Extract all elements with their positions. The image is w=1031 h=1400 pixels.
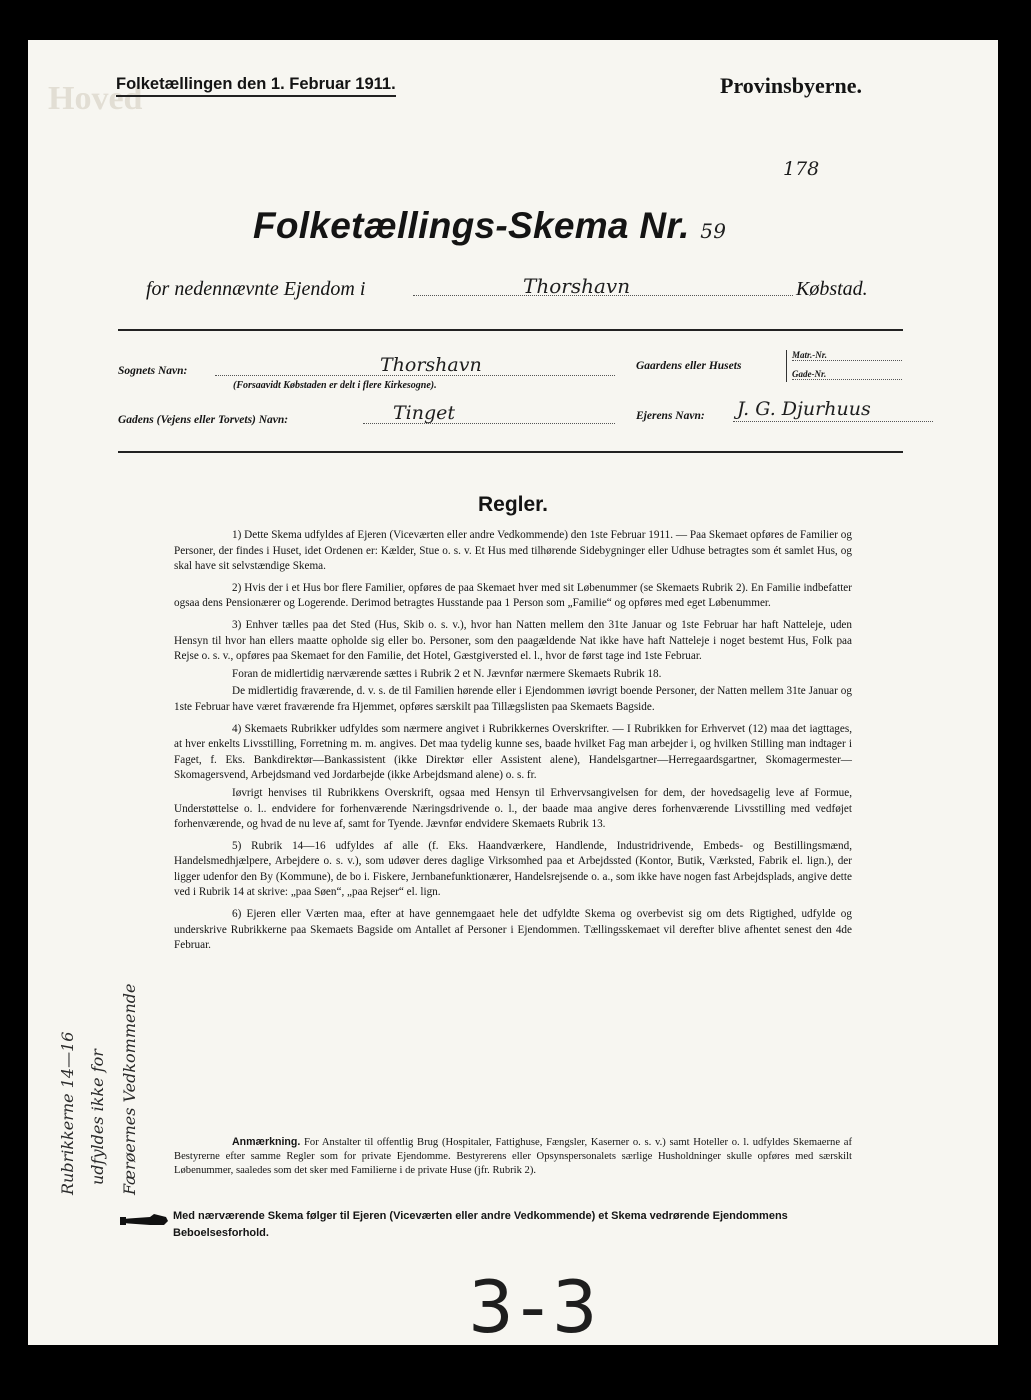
- census-date-header: Folketællingen den 1. Februar 1911.: [116, 75, 396, 97]
- street-value: Tinget: [363, 402, 615, 424]
- rules-heading: Regler.: [477, 493, 549, 516]
- parish-label: Sognets Navn:: [118, 365, 188, 377]
- street-label: Gadens (Vejens eller Torvets) Navn:: [118, 414, 289, 426]
- property-suffix: Købstad.: [796, 278, 868, 300]
- handwritten-count: 3-3: [468, 1265, 604, 1349]
- remark: [174, 1135, 852, 1179]
- town-field: Thorshavn: [413, 274, 793, 296]
- region-header: Provinsbyerne.: [720, 73, 862, 98]
- pointing-hand-icon: [120, 1211, 170, 1235]
- rule-paragraph: 2) Hvis der i et Hus bor flere Familier, opføres de paa Skemaet hver med sit Løbenummer (se Skemaets Rubrik 2). En Familie indbefatter ogsaa dens Pensionærer og Logerende. Derimod betragtes Husstande paa 1 Person som „Familie“ og opføres med eget Løbenummer.: [174, 581, 852, 610]
- margin-note-line-2: udfyldes ikke for: [88, 1049, 107, 1185]
- form-title-text: Folketællings-Skema Nr.: [253, 205, 690, 246]
- footer-text: Med nærværende Skema følger til Ejeren (Viceværten eller andre Vedkommende) et Skema vedrørende Ejendommens Beboelsesforhold.: [173, 1210, 788, 1239]
- form-number: 59: [700, 219, 727, 243]
- owner-value: J. G. Djurhuus: [733, 398, 933, 422]
- rule-paragraph: 6) Ejeren eller Værten maa, efter at have gennemgaaet hele det udfyldte Skema og overbevist sig om dets Rigtighed, udfylde og underskrive Rubrikkerne paa Skemaets Bagside om Antallet af Personer i Ejendommen. Tællingsskemaet vil derefter blive afhentet senest den 4de Februar.: [174, 908, 852, 952]
- margin-note-line-1: Rubrikkerne 14—16: [58, 1031, 77, 1195]
- rule-paragraph: 3) Enhver tælles paa det Sted (Hus, Skib o. s. v.), hvor han Natten mellem den 31te Januar og 1ste Februar har haft Natteleje, uden Hensyn til hvor han ellers maatte opholde sig eller bo. Personer, som den paagældende Nat ikke have haft Natteleje i noget bestemt Hus, Folk paa Rejse o. s. v., opføres paa Skemaet for den Familie, det Hotel, Gæstgiversted el. l., hvor de først tage ind 1ste Februar.: [174, 618, 852, 663]
- bleed-through-text: Hoved: [48, 80, 143, 117]
- form-title: [253, 205, 726, 247]
- rule-paragraph: 1) Dette Skema udfyldes af Ejeren (Viceværten eller andre Vedkommende) den 1ste Februar 1911. — Paa Skemaet opføres de Familier og Personer, der findes i Huset, idet Ordenen er: Kælder, Stue o. s. v. Et Hus med tilhørende Sidebygninger eller Udhuse betragtes som ét samlet Hus, og skal have sit selvstændige Skema.: [174, 529, 852, 573]
- rule-paragraph: Foran de midlertidig nærværende sættes i Rubrik 2 et N. Jævnfør nærmere Skemaets Rubrik 18.: [232, 667, 662, 680]
- gade-nr-label: Gade-Nr.: [792, 369, 902, 380]
- parish-value: Thorshavn: [215, 354, 615, 376]
- brace-mark: [786, 350, 789, 382]
- house-label: Gaardens eller Husets: [636, 360, 742, 372]
- rules-text: [174, 528, 852, 960]
- property-prefix: for nedennævnte Ejendom i: [146, 278, 366, 300]
- property-line: [146, 274, 906, 301]
- remark-label: Anmærkning.: [232, 1136, 301, 1148]
- owner-label: Ejerens Navn:: [636, 410, 705, 422]
- top-rule: [118, 329, 903, 331]
- matr-nr-label: Matr.-Nr.: [792, 350, 902, 361]
- rule-paragraph: 5) Rubrik 14—16 udfyldes af alle (f. Eks. Haandværkere, Handlende, Industridrivende, Embeds- og Bestillingsmænd, Handelsmedhjælpere, Arbejdere o. s. v.), som udøver deres daglige Virksomhed paa et Arbejdssted (Kontor, Butik, Værksted, Fabrik el. lign.), der ligger udenfor den By (Kommune), de bo i. Fiskere, Jernbanefunktionærer, Handelsrejsende o. a., som ikke have nogen fast Arbejdsplads, angive dette ved i Rubrik 14 at skrive: „paa Søen“, „paa Rejser“ el. lign.: [174, 839, 852, 899]
- header-bottom-rule: [118, 451, 903, 453]
- remark-text: For Anstalter til offentlig Brug (Hospitaler, Fattighuse, Fængsler, Kaserner o. s. v.) samt Hoteller o. l. udfyldes Skemaerne af Bestyrerne efter samme Regler som for private Ejendomme. Bestyrerens eller Opsynspersonalets særlige Husholdninger skulle opføres med særskilt Løbenummer, saaledes som det sker med Familierne i de private Huse (jfr. Rubrik 2).: [174, 1137, 852, 1177]
- rule-paragraph: Iøvrigt henvises til Rubrikkens Overskrift, ogsaa med Hensyn til Erhvervsangivelsen for dem, der hovedsagelig leve af Formue, Understøttelse o. l.. endvidere for forhenværende Næringsdrivende o. l., der baade maa angive deres forhenværende Livsstilling med vedføjet forhenværende, og hvad de nu leve af, samt for Tyende. Jævnfør endvidere Skemaets Rubrik 13.: [174, 786, 852, 831]
- rule-paragraph: 4) Skemaets Rubrikker udfyldes som nærmere angivet i Rubrikkernes Overskrifter. — I Rubrikken for Erhvervet (12) maa det iagttages, at hver enkelts Livsstilling, Forretning m. m. angives. Det maa tydelig kunne ses, baade hvilket Fag man arbejder i, og hvilken Stilling man indtager i Faget, f. Eks. Bankdirektør—Bankassistent (ikke Direktør eller Assistent alene), Handelsgartner—Herregaardsgartner, Skomagermester—Skomagersvend, Arbejdsmand ved Jordarbejde (ikke Arbejdsmand alene) o. s. fr.: [174, 722, 852, 782]
- margin-note-line-3: Færøernes Vedkommende: [120, 983, 139, 1195]
- stamp-number: 178: [783, 158, 820, 180]
- parish-note: (Forsaavidt Købstaden er delt i flere Kirkesogne).: [233, 380, 437, 391]
- rule-paragraph: De midlertidig fraværende, d. v. s. de til Familien hørende eller i Ejendommen iøvrigt boende Personer, der Natten mellem 31te Januar og 1ste Februar have været fraværende fra Hjemmet, opføres særskilt paa Tillægslisten paa Skemaets Bagside.: [174, 685, 852, 713]
- census-form-page: [28, 40, 998, 1349]
